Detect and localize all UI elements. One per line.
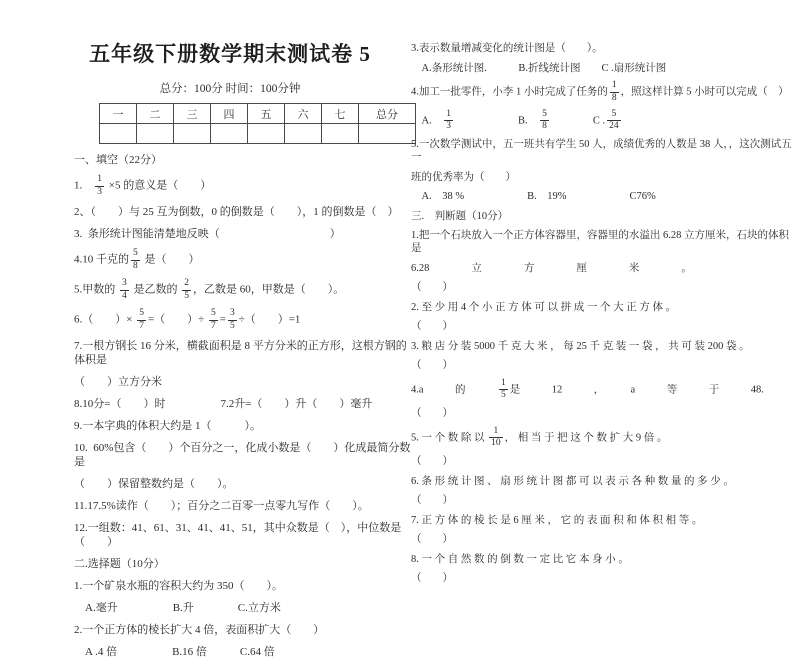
question-line (74, 557, 414, 571)
score-table-column-header: 七 (322, 104, 359, 124)
text-segment: 1.把一个石块放入一个正方体容器里，容器里的水溢出 6.28 立方厘米，石块的体积是 (411, 230, 789, 254)
text-segment: 3. 条形统计图能清楚地反映（ ） (74, 228, 341, 240)
fraction-numerator: 5 (611, 108, 617, 119)
question-line (411, 572, 793, 585)
fraction-numerator: 1 (501, 377, 506, 388)
score-table-column-header: 五 (248, 104, 285, 124)
text-segment: A. (411, 114, 443, 126)
fraction (95, 175, 104, 197)
question-line (411, 190, 793, 203)
question-line (74, 153, 414, 167)
text-segment: 3. 粮 店 分 装 5000 千 克 大 米 ， 每 25 千 克 装 一 袋 ， 共 可 装 200 袋 。 (411, 340, 750, 352)
fraction-denominator: 4 (122, 290, 127, 301)
score-table-cell (100, 124, 137, 144)
text-segment: 是 12 ， a 等 于 48. (509, 383, 764, 395)
text-segment: ÷（ ）=1 (238, 313, 301, 326)
question-line (74, 279, 414, 301)
page-title: 五年级下册数学期末测试卷 5 (89, 42, 371, 66)
text-segment: （ ） (411, 282, 453, 293)
text-segment: 10. 60%包含（ ）个百分之一，化成小数是（ ）化成最简分数是 (74, 442, 411, 468)
fraction (182, 279, 191, 301)
text-segment: A. 38 % B. 19% C76% (411, 191, 656, 202)
text-segment: （ ）保留整数约是（ ）。 (74, 478, 234, 490)
fraction-denominator: 10 (491, 438, 501, 448)
fraction (499, 379, 508, 401)
text-segment: 9.一本字典的体积大约是 1（ ）。 (74, 420, 261, 432)
text-segment: 一、填空（22分） (74, 154, 162, 166)
fraction-denominator: 7 (210, 320, 216, 331)
text-segment: 6. 条 形 统 计 图 、 扇 形 统 计 图 都 可 以 表 示 各 种 数 量 的 多 少 。 (411, 475, 734, 487)
text-segment: 6.28 立 方 厘 米 。 (411, 262, 692, 274)
question-line (411, 81, 793, 103)
text-segment: 6.（ ）× (74, 313, 136, 326)
fraction-numerator: 1 (493, 425, 499, 436)
score-table-cell (211, 124, 248, 144)
question-line (74, 175, 414, 197)
question-line (411, 359, 793, 372)
text-segment: 7. 正 方 体 的 棱 长 是 6 厘 米 ， 它 的 表 面 积 和 体 积 相 等 。 (411, 514, 703, 526)
fraction (137, 309, 146, 331)
question-line (411, 533, 793, 546)
score-table-value-row (100, 124, 416, 144)
fraction-numerator: 1 (97, 174, 102, 184)
question-line (411, 475, 793, 488)
text-segment: ×5 的意义是（ ） (106, 179, 212, 192)
text-segment: 班的优秀率为（ ） (411, 171, 516, 183)
score-table-cell (322, 124, 359, 144)
question-line (74, 309, 414, 331)
score-table-header-row (100, 104, 416, 124)
score-table-cell (248, 124, 285, 144)
fraction (489, 427, 503, 449)
text-segment: 是乙数的 (130, 283, 181, 296)
question-line (74, 477, 414, 491)
question-line (74, 579, 414, 593)
question-line (74, 205, 414, 219)
fraction (610, 81, 619, 103)
score-table-column-header: 四 (211, 104, 248, 124)
question-line (411, 427, 793, 449)
text-segment: ，乙数是 60，甲数是（ ）。 (193, 283, 345, 296)
text-segment: 11.17.5%读作（ ）；百分之二百零一点零九写作（ ）。 (74, 500, 369, 512)
fraction-denominator: 5 (184, 290, 189, 301)
question-line (74, 339, 414, 367)
score-table-column-header: 总分 (359, 104, 416, 124)
text-segment: （ ） (411, 360, 453, 371)
question-line (411, 301, 793, 314)
text-segment: A.条形统计图. B.折线统计图 C .扇形统计图 (411, 62, 667, 74)
fraction-numerator: 5 (210, 308, 216, 318)
text-segment: （ ） (411, 573, 453, 584)
text-segment: A .4 倍 B.16 倍 C.64 倍 (74, 646, 275, 658)
text-segment: （ ）立方分米 (74, 376, 162, 388)
text-segment: 三. 判断题（10分） (411, 210, 509, 222)
fraction-numerator: 1 (611, 80, 617, 90)
left-column (74, 153, 414, 667)
question-line (74, 601, 414, 615)
text-segment: 5.一次数学测试中，五一班共有学生 50 人，成绩优秀的人数是 38 人，，这次测试五一 (411, 139, 792, 163)
text-segment: 3.表示数量增减变化的统计图是（ ）。 (411, 43, 603, 54)
fraction (607, 110, 621, 132)
paper-subtitle: 总分：100分 时间：100分钟 (159, 83, 301, 95)
question-line (74, 441, 414, 469)
text-segment: 4.10 千克的 (74, 253, 129, 266)
text-segment: （ ） (411, 456, 453, 467)
fraction-denominator: 8 (542, 121, 547, 131)
fraction-numerator: 3 (229, 308, 235, 318)
score-table-cell (174, 124, 211, 144)
text-segment: 2.一个正方体的棱长扩大 4 倍，表面积扩大（ ） (74, 624, 325, 636)
text-segment: C . (550, 114, 606, 126)
text-segment: ，照这样计算 5 小时可以完成（ ） (620, 86, 789, 98)
text-segment: 1. (74, 179, 94, 192)
text-segment: A.毫升 B.升 C.立方米 (74, 602, 281, 614)
score-table-column-header: 三 (174, 104, 211, 124)
text-segment: 是（ ） (141, 253, 200, 266)
fraction-numerator: 5 (133, 248, 138, 258)
fraction (209, 309, 218, 331)
question-line (411, 262, 793, 275)
fraction-denominator: 7 (139, 320, 144, 331)
text-segment: 8. 一 个 自 然 数 的 倒 数 一 定 比 它 本 身 小 。 (411, 553, 629, 565)
fraction-denominator: 8 (133, 260, 138, 271)
text-segment: （ ） (411, 534, 453, 545)
question-line (411, 62, 793, 75)
fraction-denominator: 24 (609, 121, 619, 131)
question-line (411, 407, 793, 420)
fraction-numerator: 2 (184, 278, 189, 288)
score-table-column-header: 一 (100, 104, 137, 124)
text-segment: 5. 一 个 数 除 以 (411, 431, 488, 443)
fraction (444, 110, 453, 132)
text-segment: 5.甲数的 (74, 283, 118, 296)
fraction (228, 309, 237, 331)
fraction-denominator: 5 (229, 320, 235, 331)
text-segment: = (219, 313, 226, 326)
question-line (411, 320, 793, 333)
question-line (411, 340, 793, 353)
score-table-cell (285, 124, 322, 144)
question-line (411, 455, 793, 468)
fraction-numerator: 3 (122, 278, 127, 288)
question-line (411, 281, 793, 294)
question-line (74, 249, 414, 271)
question-line (411, 42, 793, 55)
text-segment: =（ ）÷ (147, 313, 207, 326)
question-line (411, 514, 793, 527)
question-line (411, 553, 793, 566)
text-segment: B. (454, 114, 539, 126)
question-line (411, 138, 793, 164)
right-column (411, 42, 793, 592)
score-table-cell (137, 124, 174, 144)
fraction-denominator: 5 (501, 390, 506, 400)
fraction-numerator: 1 (446, 108, 451, 119)
question-line (74, 645, 414, 659)
text-segment: 2、（ ）与 25 互为倒数，0 的倒数是（ ），1 的倒数是（ ） (74, 206, 399, 218)
question-line (74, 227, 414, 241)
fraction-denominator: 3 (97, 186, 102, 197)
question-line (74, 623, 414, 637)
score-table-column-header: 二 (137, 104, 174, 124)
fraction-numerator: 5 (139, 308, 144, 318)
fraction (131, 249, 140, 271)
text-segment: （ ） (411, 321, 453, 332)
text-segment: 4.a 的 (411, 383, 498, 395)
text-segment: 1.一个矿泉水瓶的容积大约为 350（ ）。 (74, 580, 283, 592)
text-segment: 7.一根方钢长 16 分米，横截面积是 8 平方分米的正方形，这根方钢的体积是 (74, 340, 407, 366)
fraction-denominator: 3 (446, 121, 451, 131)
text-segment: （ ） (411, 408, 453, 419)
question-line (74, 375, 414, 389)
fraction (540, 110, 549, 132)
text-segment: （ ） (411, 495, 453, 506)
fraction-denominator: 8 (611, 92, 617, 103)
fraction-numerator: 5 (542, 108, 547, 119)
fraction (120, 279, 129, 301)
question-line (74, 521, 414, 549)
question-line (74, 397, 414, 411)
question-line (74, 419, 414, 433)
question-line (411, 210, 793, 223)
text-segment: 2. 至 少 用 4 个 小 正 方 体 可 以 拼 成 一 个 大 正 方 体 。 (411, 301, 677, 313)
question-line (411, 110, 793, 132)
text-segment: 12.一组数：41、61、31、41、41、51，其中众数是（ ），中位数是（ ） (74, 522, 402, 548)
score-table-column-header: 六 (285, 104, 322, 124)
text-segment: 4.加工一批零件，小李 1 小时完成了任务的 (411, 86, 608, 98)
text-segment: 二.选择题（10分） (74, 558, 165, 570)
question-line (74, 499, 414, 513)
question-line (411, 379, 793, 401)
text-segment: 8.10分=（ ）时 7.2升=（ ）升（ ）毫升 (74, 398, 373, 410)
question-line (411, 171, 793, 184)
paper-header (70, 38, 390, 96)
score-table (99, 103, 416, 144)
text-segment: ， 相 当 于 把 这 个 数 扩 大 9 倍 。 (504, 431, 668, 443)
score-table-cell (359, 124, 416, 144)
question-line (411, 494, 793, 507)
question-line (411, 229, 793, 255)
